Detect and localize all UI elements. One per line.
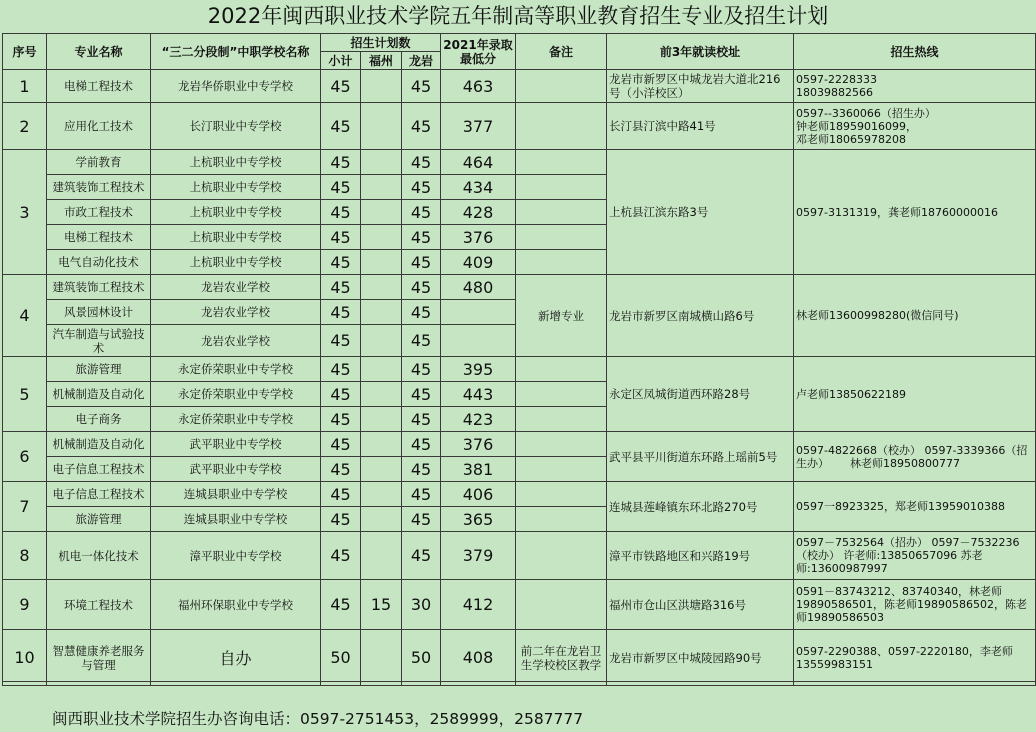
score-cell: 434 [441,175,516,200]
school-cell: 永定侨荣职业中专学校 [151,382,321,407]
score-cell: 395 [441,357,516,382]
table-row [3,70,1036,103]
plan-total-cell: 45 [321,250,361,275]
score-cell: 464 [441,150,516,175]
plan-total-cell: 45 [321,482,361,507]
plan-total-cell: 45 [321,407,361,432]
plan-fuzhou-cell [361,200,402,225]
plan-fuzhou-cell [361,300,402,325]
plan-fuzhou-cell [361,532,402,580]
school-cell: 漳平职业中专学校 [151,532,321,580]
plan-longyan-cell: 45 [402,532,441,580]
plan-fuzhou-cell [361,325,402,357]
note-cell [516,70,607,103]
plan-longyan-cell: 45 [402,150,441,175]
plan-fuzhou-cell [361,275,402,300]
table-row [3,150,1036,175]
plan-total-cell: 45 [321,382,361,407]
note-cell [516,175,607,200]
school-cell: 上杭职业中专学校 [151,225,321,250]
header-major: 专业名称 [47,34,151,70]
note-cell [516,457,607,482]
address-cell: 龙岩市新罗区中城龙岩大道北216号（小洋校区） [607,70,794,103]
address-cell: 福州市仓山区洪塘路316号 [607,580,794,630]
plan-longyan-cell: 30 [402,580,441,630]
plan-fuzhou-cell [361,175,402,200]
school-cell: 龙岩农业学校 [151,275,321,300]
school-cell: 福州环保职业中专学校 [151,580,321,630]
plan-total-cell: 45 [321,225,361,250]
score-cell: 379 [441,532,516,580]
plan-total-cell: 45 [321,175,361,200]
plan-longyan-cell: 45 [402,200,441,225]
table-row [3,532,1036,580]
address-cell: 上杭县江滨东路3号 [607,150,794,275]
score-cell: 423 [441,407,516,432]
plan-fuzhou-cell [361,225,402,250]
score-cell [441,325,516,357]
note-cell [516,580,607,630]
plan-longyan-cell: 45 [402,70,441,103]
table-row [3,432,1036,457]
major-cell: 机电一体化技术 [47,532,151,580]
seq-cell: 10 [3,630,47,686]
score-cell: 480 [441,275,516,300]
seq-cell: 1 [3,70,47,103]
address-cell: 武平县平川街道东环路上瑶前5号 [607,432,794,482]
note-cell [516,507,607,532]
hotline-cell: 0597－7532564（招办） 0597－7532236（校办） 许老师:13850657096 苏老师:13600987997 [794,532,1036,580]
plan-fuzhou-cell [361,482,402,507]
enrollment-table [2,33,1036,686]
table-row [3,482,1036,507]
major-cell: 电子商务 [47,407,151,432]
seq-cell: 7 [3,482,47,532]
header-plan-longyan: 龙岩 [402,52,441,70]
hotline-cell: 0597-3131319，龚老师18760000016 [794,150,1036,275]
hotline-cell: 0597--3360066（招生办） 钟老师18959016099， 邓老师18065978208 [794,103,1036,150]
score-cell: 376 [441,225,516,250]
plan-fuzhou-cell [361,103,402,150]
note-cell [516,482,607,507]
major-cell: 电子信息工程技术 [47,457,151,482]
major-cell: 应用化工技术 [47,103,151,150]
plan-longyan-cell: 45 [402,300,441,325]
note-cell [516,250,607,275]
plan-longyan-cell: 45 [402,325,441,357]
school-cell: 永定侨荣职业中专学校 [151,407,321,432]
plan-total-cell: 45 [321,275,361,300]
school-cell: 长汀职业中专学校 [151,103,321,150]
major-cell: 电气自动化技术 [47,250,151,275]
note-cell [516,225,607,250]
school-cell: 上杭职业中专学校 [151,150,321,175]
plan-fuzhou-cell [361,382,402,407]
address-cell: 长汀县汀滨中路41号 [607,103,794,150]
school-cell: 武平职业中专学校 [151,457,321,482]
plan-total-cell: 45 [321,70,361,103]
seq-cell: 6 [3,432,47,482]
major-cell: 旅游管理 [47,507,151,532]
table-row [3,103,1036,150]
header-address: 前3年就读校址 [607,34,794,70]
hotline-cell: 0597-2228333 18039882566 [794,70,1036,103]
seq-cell: 3 [3,150,47,275]
school-cell: 连城县职业中专学校 [151,482,321,507]
plan-total-cell: 45 [321,457,361,482]
school-cell: 龙岩农业学校 [151,325,321,357]
page-title: 2022年闽西职业技术学院五年制高等职业教育招生专业及招生计划 [207,4,829,28]
plan-longyan-cell: 45 [402,507,441,532]
header-plan-total: 小计 [321,52,361,70]
plan-longyan-cell: 45 [402,457,441,482]
plan-fuzhou-cell [361,507,402,532]
note-cell [516,103,607,150]
table-row [3,630,1036,686]
major-cell: 汽车制造与试验技术 [47,325,151,357]
header-hotline: 招生热线 [794,34,1036,70]
header-seq: 序号 [3,34,47,70]
major-cell: 风景园林设计 [47,300,151,325]
major-cell: 市政工程技术 [47,200,151,225]
plan-total-cell: 45 [321,507,361,532]
plan-total-cell: 45 [321,532,361,580]
plan-total-cell: 45 [321,432,361,457]
plan-total-cell: 50 [321,630,361,686]
plan-fuzhou-cell [361,457,402,482]
note-cell [516,407,607,432]
school-cell: 龙岩农业学校 [151,300,321,325]
score-cell: 412 [441,580,516,630]
score-cell: 406 [441,482,516,507]
table-row [3,275,1036,300]
school-cell: 上杭职业中专学校 [151,250,321,275]
table-row [3,357,1036,382]
note-cell [516,357,607,382]
bottom-divider [2,681,1035,682]
major-cell: 电梯工程技术 [47,70,151,103]
major-cell: 电子信息工程技术 [47,482,151,507]
plan-total-cell: 45 [321,150,361,175]
seq-cell: 9 [3,580,47,630]
header-school: “三二分段制”中职学校名称 [151,34,321,70]
note-cell: 前二年在龙岩卫生学校校区教学 [516,630,607,686]
plan-longyan-cell: 45 [402,382,441,407]
hotline-cell: 0591－83743212、83740340，林老师19890586501，陈老师19890586502，陈老师19890586503 [794,580,1036,630]
table-row [3,580,1036,630]
plan-longyan-cell: 50 [402,630,441,686]
plan-total-cell: 45 [321,357,361,382]
school-cell: 龙岩华侨职业中专学校 [151,70,321,103]
header-row-1 [3,34,1036,52]
footer-contact: 闽西职业技术学院招生办咨询电话：0597-2751453，2589999，2587777 [52,710,584,728]
school-cell: 永定侨荣职业中专学校 [151,357,321,382]
header-score: 2021年录取最低分 [441,34,516,70]
address-cell: 龙岩市新罗区南城横山路6号 [607,275,794,357]
plan-total-cell: 45 [321,300,361,325]
plan-longyan-cell: 45 [402,357,441,382]
plan-fuzhou-cell [361,407,402,432]
major-cell: 建筑装饰工程技术 [47,275,151,300]
plan-longyan-cell: 45 [402,407,441,432]
plan-longyan-cell: 45 [402,225,441,250]
school-cell: 上杭职业中专学校 [151,200,321,225]
note-cell [516,532,607,580]
plan-total-cell: 45 [321,580,361,630]
plan-longyan-cell: 45 [402,432,441,457]
header-plan-fuzhou: 福州 [361,52,402,70]
plan-fuzhou-cell [361,432,402,457]
plan-longyan-cell: 45 [402,103,441,150]
hotline-cell: 0597一8923325，郑老师13959010388 [794,482,1036,532]
hotline-cell: 卢老师13850622189 [794,357,1036,432]
note-cell [516,432,607,457]
header-note: 备注 [516,34,607,70]
seq-cell: 4 [3,275,47,357]
plan-total-cell: 45 [321,103,361,150]
major-cell: 电梯工程技术 [47,225,151,250]
score-cell: 365 [441,507,516,532]
score-cell: 428 [441,200,516,225]
address-cell: 漳平市铁路地区和兴路19号 [607,532,794,580]
plan-fuzhou-cell [361,357,402,382]
major-cell: 机械制造及自动化 [47,382,151,407]
major-cell: 智慧健康养老服务与管理 [47,630,151,686]
school-cell: 上杭职业中专学校 [151,175,321,200]
seq-cell: 2 [3,103,47,150]
note-cell: 新增专业 [516,275,607,357]
score-cell: 463 [441,70,516,103]
plan-fuzhou-cell [361,250,402,275]
hotline-cell: 0597-2290388、0597-2220180，李老师 13559983151 [794,630,1036,686]
plan-fuzhou-cell: 15 [361,580,402,630]
score-cell [441,300,516,325]
school-cell: 自办 [151,630,321,686]
major-cell: 旅游管理 [47,357,151,382]
score-cell: 377 [441,103,516,150]
school-cell: 连城县职业中专学校 [151,507,321,532]
address-cell: 龙岩市新罗区中城陵园路90号 [607,630,794,686]
hotline-cell: 林老师13600998280(微信同号) [794,275,1036,357]
note-cell [516,200,607,225]
major-cell: 建筑装饰工程技术 [47,175,151,200]
score-cell: 409 [441,250,516,275]
plan-longyan-cell: 45 [402,175,441,200]
major-cell: 机械制造及自动化 [47,432,151,457]
note-cell [516,382,607,407]
address-cell: 连城县莲峰镇东环北路270号 [607,482,794,532]
plan-fuzhou-cell [361,630,402,686]
seq-cell: 5 [3,357,47,432]
hotline-cell: 0597-4822668（校办） 0597-3339366（招生办） 林老师18950800777 [794,432,1036,482]
plan-longyan-cell: 45 [402,250,441,275]
score-cell: 408 [441,630,516,686]
note-cell [516,150,607,175]
major-cell: 学前教育 [47,150,151,175]
plan-longyan-cell: 45 [402,275,441,300]
score-cell: 443 [441,382,516,407]
plan-total-cell: 45 [321,325,361,357]
address-cell: 永定区凤城街道西环路28号 [607,357,794,432]
major-cell: 环境工程技术 [47,580,151,630]
school-cell: 武平职业中专学校 [151,432,321,457]
header-plan: 招生计划数 [321,34,441,52]
score-cell: 376 [441,432,516,457]
seq-cell: 8 [3,532,47,580]
plan-fuzhou-cell [361,150,402,175]
plan-longyan-cell: 45 [402,482,441,507]
score-cell: 381 [441,457,516,482]
plan-total-cell: 45 [321,200,361,225]
plan-fuzhou-cell [361,70,402,103]
